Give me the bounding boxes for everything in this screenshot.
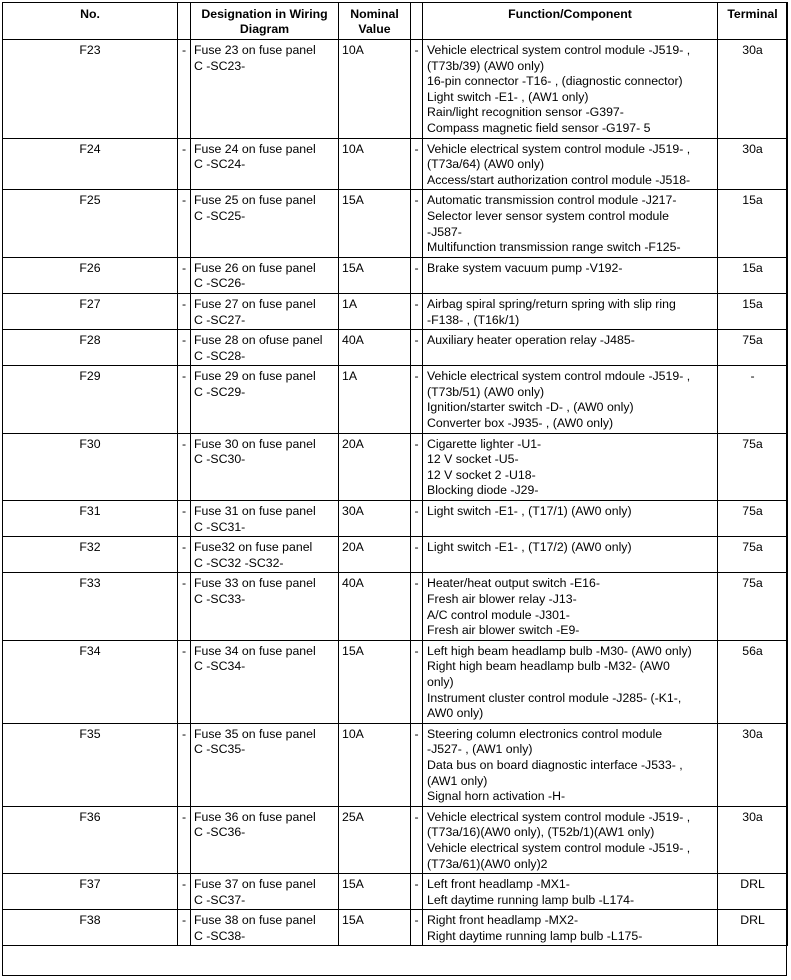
fuse-designation bbox=[191, 257, 339, 293]
fuse-number: F25 bbox=[3, 190, 178, 257]
fuse-designation-line: C -SC31- bbox=[194, 519, 246, 534]
dash-separator: - bbox=[411, 640, 423, 723]
function-component-line: Ignition/starter switch -D- , (AW0 only) bbox=[427, 400, 634, 415]
fuse-number: F29 bbox=[3, 366, 178, 433]
dash-separator: - bbox=[178, 138, 191, 190]
nominal-value: 15A bbox=[339, 190, 411, 257]
fuse-designation-line: C -SC28- bbox=[194, 348, 246, 363]
terminal: 75a bbox=[718, 433, 788, 500]
fuse-designation-line: Fuse 23 on fuse panel bbox=[194, 43, 316, 57]
dash-separator: - bbox=[411, 910, 423, 946]
fuse-designation-line: Fuse 37 on fuse panel bbox=[194, 877, 316, 892]
table-header-row bbox=[3, 3, 788, 40]
dash-separator: - bbox=[178, 640, 191, 723]
function-component-line: -J587- bbox=[427, 224, 462, 239]
fuse-designation-line: C -SC37- bbox=[194, 892, 246, 907]
dash-separator: - bbox=[411, 723, 423, 806]
function-component bbox=[423, 190, 718, 257]
table-row bbox=[3, 40, 788, 139]
fuse-designation-line: Fuse 31 on fuse panel bbox=[194, 504, 316, 519]
table-row bbox=[3, 573, 788, 640]
nominal-value: 40A bbox=[339, 330, 411, 366]
dash-separator: - bbox=[411, 537, 423, 573]
dash-separator: - bbox=[178, 723, 191, 806]
nominal-value: 1A bbox=[339, 366, 411, 433]
nominal-value: 10A bbox=[339, 138, 411, 190]
header-nominal-value: Nominal Value bbox=[339, 3, 411, 40]
function-component bbox=[423, 257, 718, 293]
function-component bbox=[423, 910, 718, 946]
function-component-line: Left front headlamp -MX1- bbox=[427, 877, 570, 892]
fuse-designation-line: C -SC24- bbox=[194, 157, 246, 172]
fuse-designation-line: Fuse 24 on fuse panel bbox=[194, 141, 316, 156]
fuse-number: F33 bbox=[3, 573, 178, 640]
fuse-designation-line: Fuse 36 on fuse panel bbox=[194, 809, 316, 824]
function-component-line: Fresh air blower relay -J13- bbox=[427, 592, 577, 606]
fuse-number: F23 bbox=[3, 40, 178, 139]
dash-separator: - bbox=[178, 433, 191, 500]
fuse-designation-line: C -SC33- bbox=[194, 592, 246, 606]
function-component-line: Vehicle electrical system control module -J519- , bbox=[427, 43, 691, 57]
fuse-rows bbox=[3, 40, 788, 946]
fuse-designation bbox=[191, 723, 339, 806]
fuse-number: F38 bbox=[3, 910, 178, 946]
dash-separator: - bbox=[411, 190, 423, 257]
dash-separator: - bbox=[411, 573, 423, 640]
table-row bbox=[3, 190, 788, 257]
function-component-line: Converter box -J935- , (AW0 only) bbox=[427, 416, 614, 431]
fuse-designation-line: C -SC27- bbox=[194, 312, 246, 327]
function-component-line: AW0 only) bbox=[427, 706, 484, 721]
fuse-designation-line: Fuse 38 on fuse panel bbox=[194, 913, 316, 928]
function-component-line: Light switch -E1- , (T17/2) (AW0 only) bbox=[427, 540, 632, 555]
function-component-line: Multifunction transmission range switch -F125- bbox=[427, 240, 681, 255]
function-component-line: Light switch -E1- , (AW1 only) bbox=[427, 89, 589, 104]
fuse-designation bbox=[191, 640, 339, 723]
terminal: 30a bbox=[718, 138, 788, 190]
dash-separator: - bbox=[178, 874, 191, 910]
fuse-designation-line: C -SC36- bbox=[194, 825, 246, 840]
table-row bbox=[3, 806, 788, 873]
fuse-number: F31 bbox=[3, 501, 178, 537]
dash-separator: - bbox=[178, 806, 191, 873]
function-component-line: Vehicle electrical system control module -J519- , bbox=[427, 840, 691, 855]
nominal-value: 40A bbox=[339, 573, 411, 640]
table-row bbox=[3, 366, 788, 433]
function-component-line: Data bus on board diagnostic interface -J533- , bbox=[427, 757, 683, 772]
fuse-designation-line: Fuse 25 on fuse panel bbox=[194, 193, 316, 208]
table-row bbox=[3, 501, 788, 537]
function-component-line: Auxiliary heater operation relay -J485- bbox=[427, 333, 635, 348]
fuse-designation bbox=[191, 433, 339, 500]
function-component-line: Vehicle electrical system control mdoule -J519- , bbox=[427, 369, 691, 384]
terminal: - bbox=[718, 366, 788, 433]
function-component bbox=[423, 40, 718, 139]
nominal-value: 15A bbox=[339, 640, 411, 723]
fuse-number: F37 bbox=[3, 874, 178, 910]
fuse-designation-line: C -SC25- bbox=[194, 208, 246, 223]
header-spacer bbox=[411, 3, 423, 40]
function-component bbox=[423, 806, 718, 873]
fuse-number: F28 bbox=[3, 330, 178, 366]
fuse-designation-line: Fuse32 on fuse panel bbox=[194, 540, 313, 555]
fuse-number: F24 bbox=[3, 138, 178, 190]
fuse-designation bbox=[191, 330, 339, 366]
terminal: 30a bbox=[718, 723, 788, 806]
fuse-number: F30 bbox=[3, 433, 178, 500]
function-component-line: Vehicle electrical system control module -J519- , bbox=[427, 141, 691, 156]
function-component bbox=[423, 366, 718, 433]
function-component bbox=[423, 433, 718, 500]
dash-separator: - bbox=[178, 537, 191, 573]
table-row bbox=[3, 910, 788, 946]
function-component-line: Heater/heat output switch -E16- bbox=[427, 576, 600, 591]
function-component bbox=[423, 573, 718, 640]
nominal-value: 25A bbox=[339, 806, 411, 873]
function-component bbox=[423, 537, 718, 573]
function-component-line: (T73a/16)(AW0 only), (T52b/1)(AW1 only) bbox=[427, 825, 655, 840]
dash-separator: - bbox=[178, 366, 191, 433]
nominal-value: 20A bbox=[339, 433, 411, 500]
function-component-line: Fresh air blower switch -E9- bbox=[427, 623, 580, 638]
header-designation: Designation in Wiring Diagram bbox=[191, 3, 339, 40]
function-component bbox=[423, 293, 718, 329]
fuse-designation-line: C -SC30- bbox=[194, 452, 246, 467]
nominal-value: 10A bbox=[339, 723, 411, 806]
nominal-value: 20A bbox=[339, 537, 411, 573]
nominal-value: 15A bbox=[339, 910, 411, 946]
function-component-line: Rain/light recognition sensor -G397- bbox=[427, 105, 624, 120]
fuse-designation-line: Fuse 35 on fuse panel bbox=[194, 726, 316, 741]
fuse-number: F32 bbox=[3, 537, 178, 573]
fuse-designation bbox=[191, 573, 339, 640]
function-component-line: Left high beam headlamp bulb -M30- (AW0 only) bbox=[427, 643, 692, 658]
nominal-value: 15A bbox=[339, 257, 411, 293]
fuse-designation bbox=[191, 501, 339, 537]
function-component bbox=[423, 501, 718, 537]
function-component-line: Vehicle electrical system control module -J519- , bbox=[427, 809, 691, 824]
fuse-designation-line: Fuse 34 on fuse panel bbox=[194, 643, 316, 658]
fuse-designation bbox=[191, 293, 339, 329]
function-component-line: Automatic transmission control module -J217- bbox=[427, 193, 677, 208]
header-function: Function/Component bbox=[423, 3, 718, 40]
dash-separator: - bbox=[411, 257, 423, 293]
dash-separator: - bbox=[178, 40, 191, 139]
function-component-line: Right daytime running lamp bulb -L175- bbox=[427, 928, 643, 943]
fuse-designation-line: C -SC26- bbox=[194, 276, 246, 291]
terminal: DRL bbox=[718, 910, 788, 946]
function-component-line: (T73b/51) (AW0 only) bbox=[427, 384, 545, 399]
dash-separator: - bbox=[411, 330, 423, 366]
dash-separator: - bbox=[178, 910, 191, 946]
dash-separator: - bbox=[411, 501, 423, 537]
dash-separator: - bbox=[411, 138, 423, 190]
nominal-value: 15A bbox=[339, 874, 411, 910]
fuse-number: F35 bbox=[3, 723, 178, 806]
nominal-value: 10A bbox=[339, 40, 411, 139]
function-component-line: Signal horn activation -H- bbox=[427, 789, 566, 804]
function-component-line: Right high beam headlamp bulb -M32- (AW0 bbox=[427, 659, 670, 674]
function-component bbox=[423, 138, 718, 190]
function-component-line: Airbag spiral spring/return spring with slip ring bbox=[427, 296, 676, 311]
dash-separator: - bbox=[178, 257, 191, 293]
fuse-designation-line: Fuse 28 on ofuse panel bbox=[194, 333, 323, 348]
fuse-designation-line: Fuse 33 on fuse panel bbox=[194, 576, 316, 591]
fuse-designation-line: Fuse 30 on fuse panel bbox=[194, 436, 316, 451]
fuse-designation bbox=[191, 537, 339, 573]
table-row bbox=[3, 640, 788, 723]
fuse-designation-line: C -SC29- bbox=[194, 384, 246, 399]
function-component-line: 16-pin connector -T16- , (diagnostic connector) bbox=[427, 74, 683, 89]
function-component-line: -F138- , (T16k/1) bbox=[427, 312, 520, 327]
table-row bbox=[3, 293, 788, 329]
function-component-line: 12 V socket -U5- bbox=[427, 452, 519, 467]
terminal: DRL bbox=[718, 874, 788, 910]
fuse-designation-line: C -SC32 -SC32- bbox=[194, 555, 284, 570]
nominal-value: 30A bbox=[339, 501, 411, 537]
terminal: 30a bbox=[718, 40, 788, 139]
header-no: No. bbox=[3, 3, 178, 40]
fuse-number: F27 bbox=[3, 293, 178, 329]
function-component-line: Instrument cluster control module -J285- (-K1-, bbox=[427, 690, 682, 705]
function-component-line: Right front headlamp -MX2- bbox=[427, 913, 579, 928]
terminal: 15a bbox=[718, 293, 788, 329]
terminal: 15a bbox=[718, 257, 788, 293]
function-component-line: Compass magnetic field sensor -G197- 5 bbox=[427, 120, 651, 135]
function-component-line: Blocking diode -J29- bbox=[427, 483, 539, 498]
terminal: 75a bbox=[718, 573, 788, 640]
terminal: 75a bbox=[718, 501, 788, 537]
function-component-line: Access/start authorization control module -J518- bbox=[427, 172, 691, 187]
fuse-table-frame bbox=[2, 2, 787, 976]
dash-separator: - bbox=[411, 40, 423, 139]
table-row bbox=[3, 537, 788, 573]
dash-separator: - bbox=[178, 501, 191, 537]
dash-separator: - bbox=[411, 874, 423, 910]
function-component-line: Left daytime running lamp bulb -L174- bbox=[427, 892, 635, 907]
fuse-number: F26 bbox=[3, 257, 178, 293]
fuse-designation-line: C -SC35- bbox=[194, 742, 246, 757]
dash-separator: - bbox=[178, 573, 191, 640]
fuse-designation bbox=[191, 910, 339, 946]
table-row bbox=[3, 723, 788, 806]
header-spacer bbox=[178, 3, 191, 40]
terminal: 30a bbox=[718, 806, 788, 873]
dash-separator: - bbox=[411, 806, 423, 873]
fuse-designation bbox=[191, 190, 339, 257]
function-component bbox=[423, 640, 718, 723]
fuse-number: F34 bbox=[3, 640, 178, 723]
function-component-line: (T73b/39) (AW0 only) bbox=[427, 58, 545, 73]
function-component bbox=[423, 723, 718, 806]
fuse-table bbox=[2, 2, 788, 946]
function-component bbox=[423, 330, 718, 366]
dash-separator: - bbox=[411, 293, 423, 329]
function-component-line: (AW1 only) bbox=[427, 773, 488, 788]
fuse-designation bbox=[191, 806, 339, 873]
function-component-line: -J527- , (AW1 only) bbox=[427, 742, 533, 757]
table-row bbox=[3, 138, 788, 190]
fuse-designation-line: C -SC34- bbox=[194, 659, 246, 674]
dash-separator: - bbox=[411, 366, 423, 433]
table-row bbox=[3, 257, 788, 293]
table-row bbox=[3, 874, 788, 910]
fuse-designation-line: Fuse 29 on fuse panel bbox=[194, 369, 316, 384]
fuse-designation bbox=[191, 366, 339, 433]
function-component-line: A/C control module -J301- bbox=[427, 607, 570, 622]
fuse-designation bbox=[191, 874, 339, 910]
fuse-designation-line: Fuse 27 on fuse panel bbox=[194, 296, 316, 311]
function-component bbox=[423, 874, 718, 910]
function-component-line: 12 V socket 2 -U18- bbox=[427, 467, 536, 482]
terminal: 75a bbox=[718, 330, 788, 366]
fuse-designation-line: C -SC38- bbox=[194, 928, 246, 943]
dash-separator: - bbox=[411, 433, 423, 500]
function-component-line: Light switch -E1- , (T17/1) (AW0 only) bbox=[427, 504, 632, 519]
function-component-line: (T73a/64) (AW0 only) bbox=[427, 157, 545, 172]
fuse-number: F36 bbox=[3, 806, 178, 873]
terminal: 75a bbox=[718, 537, 788, 573]
dash-separator: - bbox=[178, 190, 191, 257]
function-component-line: Brake system vacuum pump -V192- bbox=[427, 260, 623, 275]
function-component-line: Steering column electronics control module bbox=[427, 726, 663, 741]
fuse-designation-line: C -SC23- bbox=[194, 58, 246, 73]
fuse-designation bbox=[191, 40, 339, 139]
dash-separator: - bbox=[178, 330, 191, 366]
terminal: 15a bbox=[718, 190, 788, 257]
fuse-designation bbox=[191, 138, 339, 190]
table-row bbox=[3, 330, 788, 366]
table-row bbox=[3, 433, 788, 500]
header-terminal: Terminal bbox=[718, 3, 788, 40]
fuse-designation-line: Fuse 26 on fuse panel bbox=[194, 260, 316, 275]
function-component-line: Cigarette lighter -U1- bbox=[427, 436, 542, 451]
nominal-value: 1A bbox=[339, 293, 411, 329]
terminal: 56a bbox=[718, 640, 788, 723]
function-component-line: Selector lever sensor system control module bbox=[427, 208, 669, 223]
dash-separator: - bbox=[178, 293, 191, 329]
function-component-line: (T73a/61)(AW0 only)2 bbox=[427, 856, 548, 871]
function-component-line: only) bbox=[427, 674, 454, 689]
